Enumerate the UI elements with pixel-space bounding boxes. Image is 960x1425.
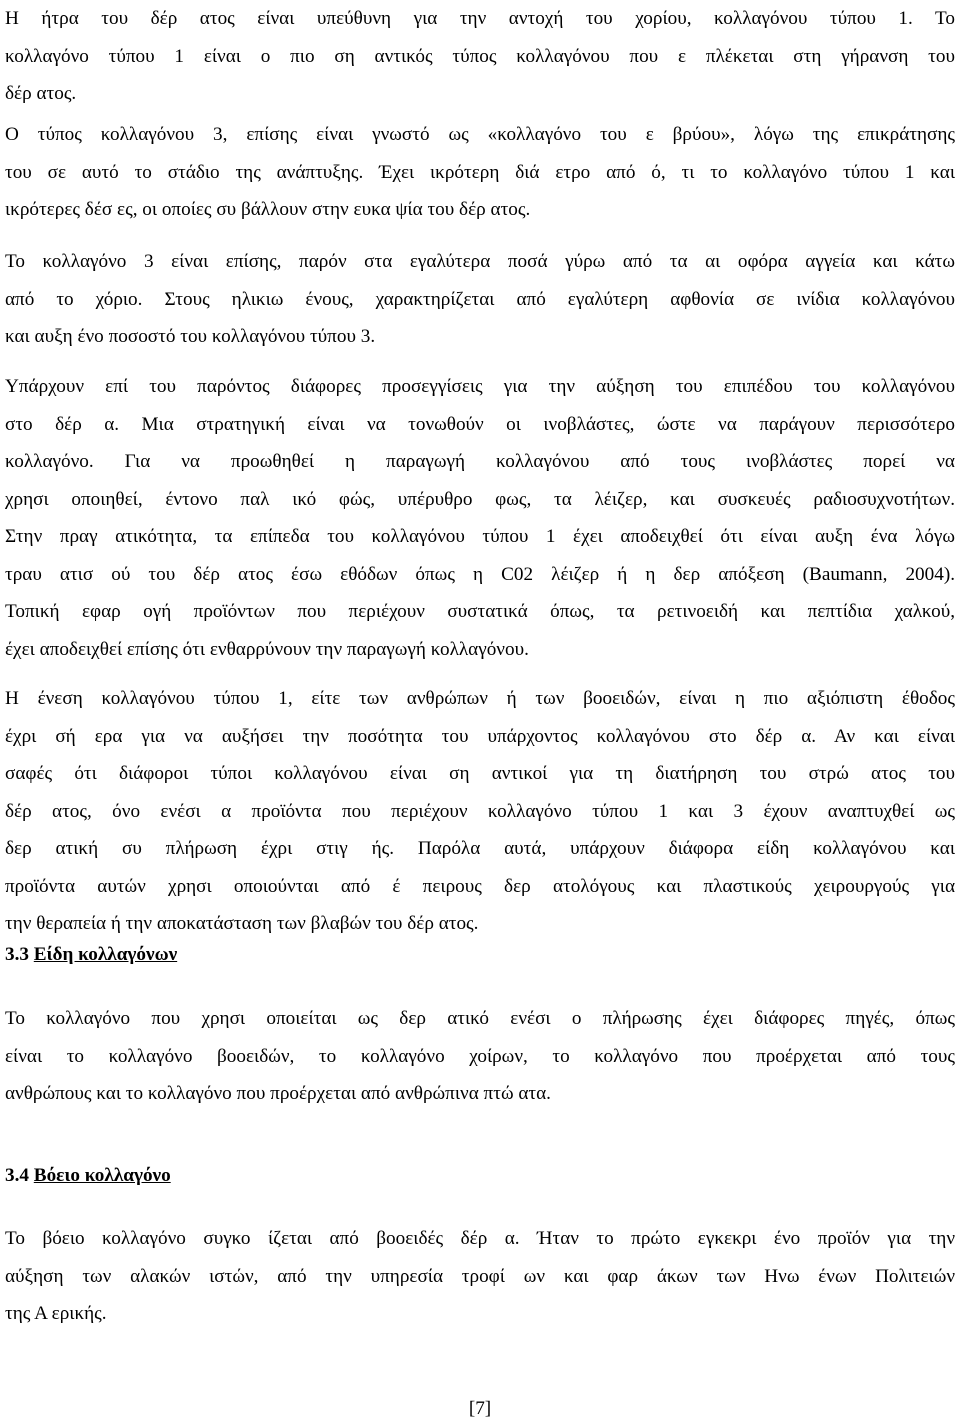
text-line: προϊόντα αυτών χρησι οποιούνται από έ πειρους δερ ατολόγους και πλαστικούς χειρουργούς για xyxy=(5,875,955,897)
paragraph-collagen-type-3 xyxy=(5,116,955,229)
text-line: έχει αποδειχθεί επίσης ότι ενθαρρύνουν την παραγωγή κολλαγόνου. xyxy=(5,638,529,660)
text-line: την θεραπεία ή την αποκατάσταση των βλαβών του δέρ ατος. xyxy=(5,913,479,934)
text-line: ικρότερες δέσ ες, οι οποίες συ βάλλουν στην ευκα ψία του δέρ ατος. xyxy=(5,199,531,220)
text-line: Υπάρχουν επί του παρόντος διάφορες προσεγγίσεις για την αύξηση του επιπέδου του κολλαγόνου xyxy=(5,376,955,397)
text-line: κολλαγόνο τύπου 1 είναι ο πιο ση αντικός τύπος κολλαγόνου που ε πλέκεται στη γήρανση του xyxy=(5,45,955,67)
section-title: Είδη κολλαγόνων xyxy=(33,944,178,965)
text-line: αύξηση των αλακών ιστών, από την υπηρεσία τροφί ων και φαρ άκων των Ηνω ένων Πολιτειών xyxy=(5,1265,955,1287)
text-line: Τοπική εφαρ ογή προϊόντων που περιέχουν συστατικά όπως, τα ρετινοειδή και πεπτίδια χαλκού, xyxy=(5,601,955,622)
text-line: είναι το κολλαγόνο βοοειδών, το κολλαγόνο χοίρων, το κολλαγόνο που προέρχεται από τους xyxy=(5,1045,955,1067)
paragraph-dermal-matrix xyxy=(5,0,955,113)
section-title: Βόειο κολλαγόνο xyxy=(33,1165,171,1186)
text-line: σαφές ότι διάφοροι τύποι κολλαγόνου είναι ση αντικοί για τη διατήρηση του στρώ ατος του xyxy=(5,763,955,784)
section-heading-3-3 xyxy=(5,936,177,974)
text-line: έχρι σή ερα για να αυξήσει την ποσότητα του υπάρχοντος κολλαγόνου στο δέρ α. Αν και είναι xyxy=(5,725,955,747)
text-line: ανθρώπους και το κολλαγόνο που προέρχεται από ανθρώπινα πτώ ατα. xyxy=(5,1083,551,1104)
page-number: [7] xyxy=(468,1398,492,1419)
text-line: Το κολλαγόνο 3 είναι επίσης, παρόν στα εγαλύτερα ποσά γύρω από τα αι οφόρα αγγεία και κάτω xyxy=(5,251,955,272)
paragraph-collagen-injection xyxy=(5,680,955,943)
paragraph-collagen-approaches xyxy=(5,368,955,668)
text-line: Η ένεση κολλαγόνου τύπου 1, είτε των ανθρώπων ή των βοοειδών, είναι η πιο αξιόπιστη έθοδος xyxy=(5,688,955,709)
text-line: δέρ ατος, όνο ενέσι α προϊόντα που περιέχουν κολλαγόνο τύπου 1 και 3 έχουν αναπτυχθεί ως xyxy=(5,800,955,822)
text-line: δέρ ατος. xyxy=(5,83,77,104)
text-line: Η ήτρα του δέρ ατος είναι υπεύθυνη για την αντοχή του χορίου, κολλαγόνου τύπου 1. Το xyxy=(5,8,955,29)
text-line: Στην πραγ ατικότητα, τα επίπεδα του κολλαγόνου τύπου 1 έχει αποδειχθεί ότι είναι αυξη ένα λόγω xyxy=(5,526,955,547)
text-line: στο δέρ α. Μια στρατηγική είναι να τονωθούν οι ινοβλάστες, ώστε να παράγουν περισσότερο xyxy=(5,413,955,435)
text-line: της Α ερικής. xyxy=(5,1303,107,1324)
text-line: και αυξη ένο ποσοστό του κολλαγόνου τύπου 3. xyxy=(5,326,376,347)
section-number: 3.4 xyxy=(5,1165,29,1186)
text-line: κολλαγόνο. Για να προωθηθεί η παραγωγή κολλαγόνου από τους ινοβλάστες πορεί να xyxy=(5,451,955,472)
paragraph-bovine-collagen xyxy=(5,1220,955,1333)
text-line: τραυ ατισ ού του δέρ ατος έσω εθόδων όπως η C02 λέιζερ ή η δερ απόξεση (Baumann, 2004). xyxy=(5,563,955,585)
section-number: 3.3 xyxy=(5,944,29,965)
text-line: δερ ατική συ πλήρωση έχρι στιγ ής. Παρόλα αυτά, υπάρχουν διάφορα είδη κολλαγόνου και xyxy=(5,838,955,859)
text-line: χρησι οποιηθεί, έντονο παλ ικό φώς, υπέρυθρο φως, τα λέιζερ, και συσκευές ραδιοσυχνοτήτων. xyxy=(5,488,955,510)
section-heading-3-4 xyxy=(5,1157,171,1195)
text-line: Το κολλαγόνο που χρησι οποιείται ως δερ ατικό ενέσι ο πλήρωσης έχει διάφορες πηγές, όπως xyxy=(5,1008,955,1029)
text-line: από το χόριο. Στους ηλικιω ένους, χαρακτηρίζεται από εγαλύτερη αφθονία σε ινίδια κολλαγόνου xyxy=(5,288,955,310)
paragraph-collagen-sources xyxy=(5,1000,955,1113)
text-line: Ο τύπος κολλαγόνου 3, επίσης είναι γνωστό ως «κολλαγόνο του ε βρύου», λόγω της επικράτησης xyxy=(5,124,955,145)
paragraph-collagen-3-presence xyxy=(5,243,955,356)
text-line: του σε αυτό το στάδιο της ανάπτυξης. Έχει ικρότερη διά ετρο από ό, τι το κολλαγόνο τύπου 1 και xyxy=(5,161,955,183)
text-line: Το βόειο κολλαγόνο συγκο ίζεται από βοοειδές δέρ α. Ήταν το πρώτο εγκεκρι ένο προϊόν για την xyxy=(5,1228,955,1249)
